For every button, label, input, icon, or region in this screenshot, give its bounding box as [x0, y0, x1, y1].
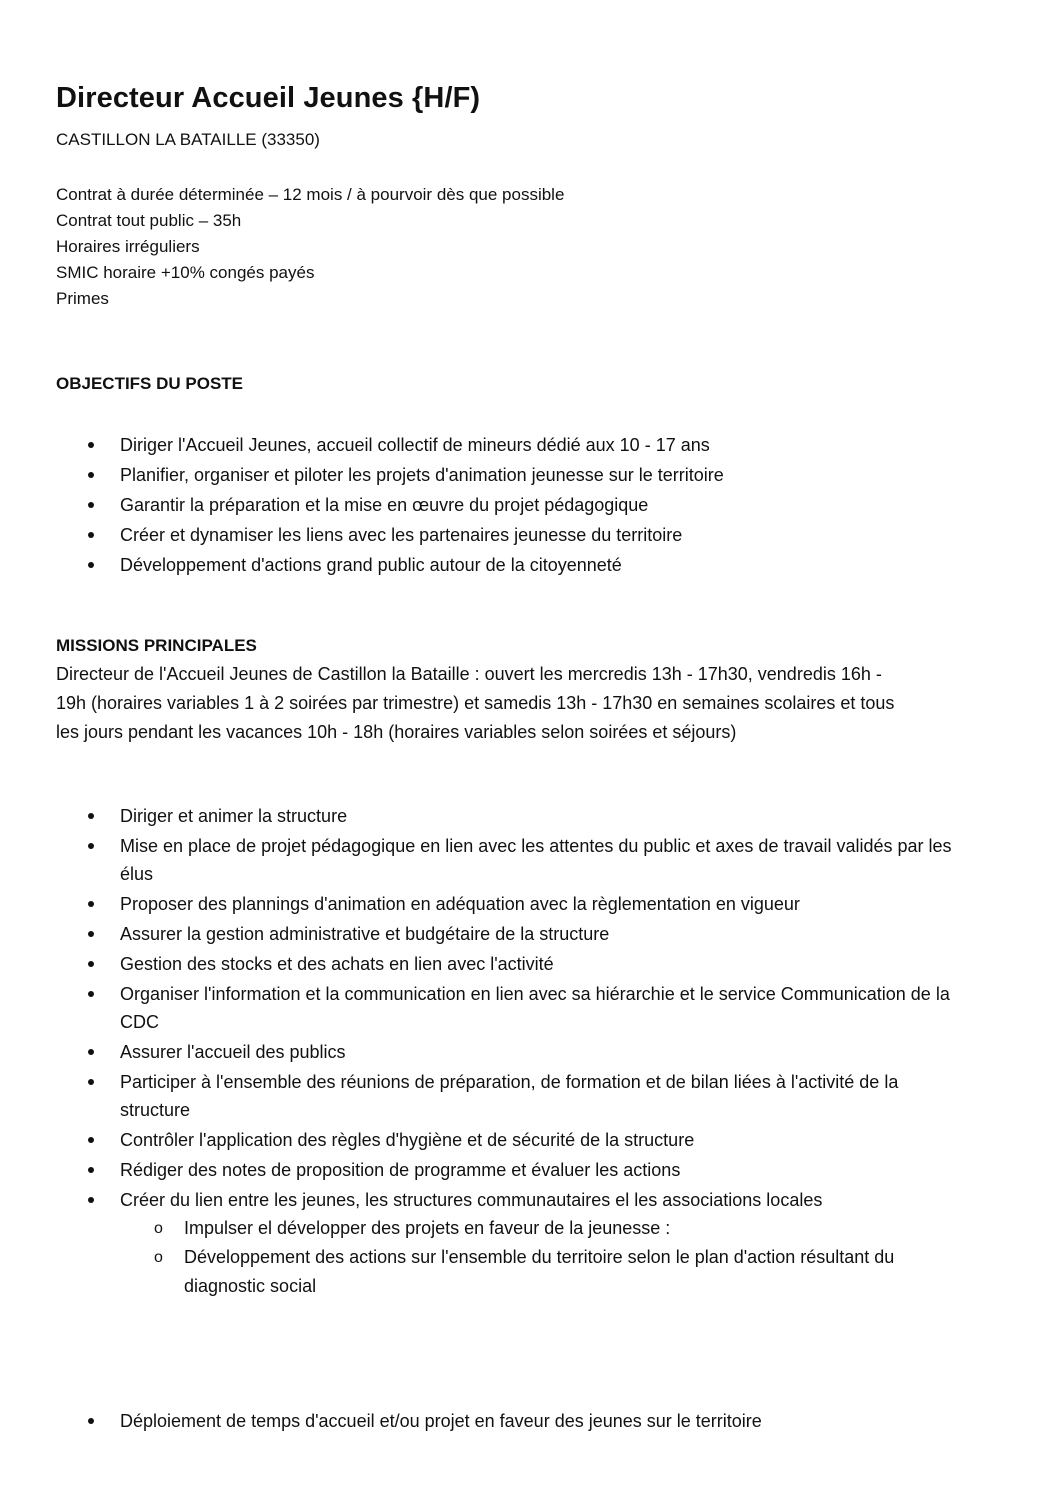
- bullet-icon: [88, 1137, 94, 1143]
- bullet-icon: [88, 1079, 94, 1085]
- info-line-hours: Horaires irréguliers: [56, 237, 200, 256]
- missions-list: [56, 802, 956, 1303]
- bullet-icon: [88, 1418, 94, 1424]
- bullet-icon: [88, 931, 94, 937]
- list-item: Déploiement de temps d'accueil et/ou projet en faveur des jeunes sur le territoire: [56, 1406, 762, 1436]
- objectives-list: [56, 430, 724, 580]
- info-line-contract: Contrat à durée déterminée – 12 mois / à pourvoir dès que possible: [56, 185, 565, 204]
- list-item: Garantir la préparation et la mise en œuvre du projet pédagogique: [56, 490, 724, 520]
- info-line-salary: SMIC horaire +10% congés payés: [56, 263, 315, 282]
- bullet-icon: [88, 843, 94, 849]
- list-item: Mise en place de projet pédagogique en lien avec les attentes du public et axes de travail validés par les élus: [56, 832, 956, 888]
- sub-list: [120, 1214, 956, 1301]
- circle-bullet-icon: o: [154, 1249, 163, 1266]
- bullet-icon: [88, 961, 94, 967]
- circle-bullet-icon: o: [154, 1220, 163, 1237]
- list-item: Développement d'actions grand public autour de la citoyenneté: [56, 550, 724, 580]
- job-title: Directeur Accueil Jeunes {H/F): [56, 82, 481, 114]
- missions-paragraph: Directeur de l'Accueil Jeunes de Castillon la Bataille : ouvert les mercredis 13h - 17h30, vendredis 16h - 19h (horaires variables 1 à 2 soirées par trimestre) et samedis 13h - 17h30 en semaines scolaires et tous les jours pendant les vacances 10h - 18h (horaires variables selon soirées et séjours): [56, 664, 895, 742]
- list-item: Diriger l'Accueil Jeunes, accueil collectif de mineurs dédié aux 10 - 17 ans: [56, 430, 724, 460]
- list-item: Proposer des plannings d'animation en adéquation avec la règlementation en vigueur: [56, 890, 956, 918]
- bullet-icon: [88, 1049, 94, 1055]
- sub-list-item: o Impulser el développer des projets en faveur de la jeunesse :: [120, 1214, 956, 1243]
- info-line-public: Contrat tout public – 35h: [56, 211, 242, 230]
- bullet-icon: [88, 562, 94, 568]
- list-item: Créer et dynamiser les liens avec les partenaires jeunesse du territoire: [56, 520, 724, 550]
- list-item: Assurer l'accueil des publics: [56, 1038, 956, 1066]
- list-item: Contrôler l'application des règles d'hygiène et de sécurité de la structure: [56, 1126, 956, 1154]
- list-item: Diriger et animer la structure: [56, 802, 956, 830]
- contract-info: [56, 182, 564, 312]
- list-item: Organiser l'information et la communication en lien avec sa hiérarchie et le service Communication de la CDC: [56, 980, 956, 1036]
- list-item: Rédiger des notes de proposition de programme et évaluer les actions: [56, 1156, 956, 1184]
- list-item: Gestion des stocks et des achats en lien avec l'activité: [56, 950, 956, 978]
- missions-heading: MISSIONS PRINCIPALES: [56, 636, 257, 655]
- bullet-icon: [88, 532, 94, 538]
- list-item: Créer du lien entre les jeunes, les structures communautaires el les associations locales o Impulser el développer des projets en faveur de la jeunesse : o Développement des actions sur l'ensemble du territoire selon le plan d'action résultant du diagnostic social: [56, 1186, 956, 1301]
- list-item: Participer à l'ensemble des réunions de préparation, de formation et de bilan liées à l'activité de la structure: [56, 1068, 956, 1124]
- list-item: Assurer la gestion administrative et budgétaire de la structure: [56, 920, 956, 948]
- bullet-icon: [88, 1167, 94, 1173]
- bullet-icon: [88, 442, 94, 448]
- list-item: Planifier, organiser et piloter les projets d'animation jeunesse sur le territoire: [56, 460, 724, 490]
- bullet-icon: [88, 502, 94, 508]
- objectives-heading: OBJECTIFS DU POSTE: [56, 374, 244, 393]
- job-location: CASTILLON LA BATAILLE (33350): [56, 130, 320, 149]
- bullet-icon: [88, 1197, 94, 1203]
- info-line-bonus: Primes: [56, 289, 109, 308]
- missions-last-list: [56, 1406, 762, 1436]
- bullet-icon: [88, 472, 94, 478]
- bullet-icon: [88, 991, 94, 997]
- sub-list-item: o Développement des actions sur l'ensemble du territoire selon le plan d'action résultant du diagnostic social: [120, 1243, 956, 1301]
- bullet-icon: [88, 901, 94, 907]
- bullet-icon: [88, 813, 94, 819]
